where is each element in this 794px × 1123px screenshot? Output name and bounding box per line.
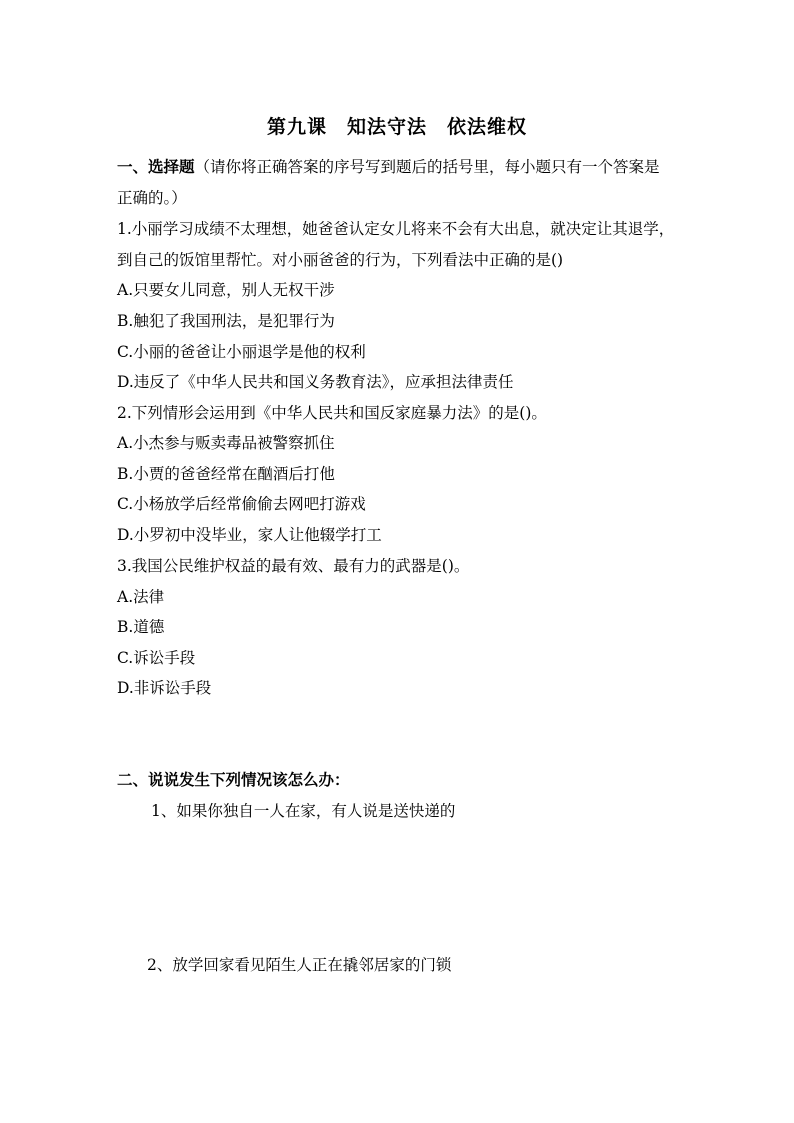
section1-heading: 一、选择题 [117,157,195,176]
question-2-option-a: A.小杰参与贩卖毒品被警察抓住 [117,434,335,452]
section1-instruction-line1 [117,157,660,177]
section1-instruction-line2: 正确的。） [117,189,187,207]
question-3-option-c: C.诉讼手段 [117,649,196,667]
question-1-stem-line2: 到自己的饭馆里帮忙。对小丽爸爸的行为，下列看法中正确的是() [117,251,564,269]
question-3-option-d: D.非诉讼手段 [117,679,212,697]
section2-item-1: 1、如果你独自一人在家，有人说是送快递的 [151,802,456,820]
question-1-option-d: D.违反了《中华人民共和国义务教育法》，应承担法律责任 [117,373,514,391]
question-2-stem: 2.下列情形会运用到《中华人民共和国反家庭暴力法》的是()。 [117,404,547,422]
question-2-option-c: C.小杨放学后经常偷偷去网吧打游戏 [117,495,366,513]
question-2-option-d: D.小罗初中没毕业，家人让他辍学打工 [117,526,382,544]
question-3-option-b: B.道德 [117,618,165,636]
page-title: 第九课 知法守法 依法维权 [266,116,527,138]
section2-item-2: 2、放学回家看见陌生人正在撬邻居家的门锁 [147,956,452,974]
question-1-option-c: C.小丽的爸爸让小丽退学是他的权利 [117,343,366,361]
question-3-stem: 3.我国公民维护权益的最有效、最有力的武器是()。 [117,557,470,575]
question-2-option-b: B.小贾的爸爸经常在酗酒后打他 [117,465,335,483]
question-1-stem-line1: 1.小丽学习成绩不太理想，她爸爸认定女儿将来不会有大出息，就决定让其退学， [117,220,675,238]
section1-instruction: （请你将正确答案的序号写到题后的括号里，每小题只有一个答案是 [194,158,660,176]
question-1-option-b: B.触犯了我国刑法，是犯罪行为 [117,312,335,330]
question-1-option-a: A.只要女儿同意，别人无权干涉 [117,281,335,299]
section2-heading: 二、说说发生下列情况该怎么办： [117,770,350,789]
question-3-option-a: A.法律 [117,588,165,606]
